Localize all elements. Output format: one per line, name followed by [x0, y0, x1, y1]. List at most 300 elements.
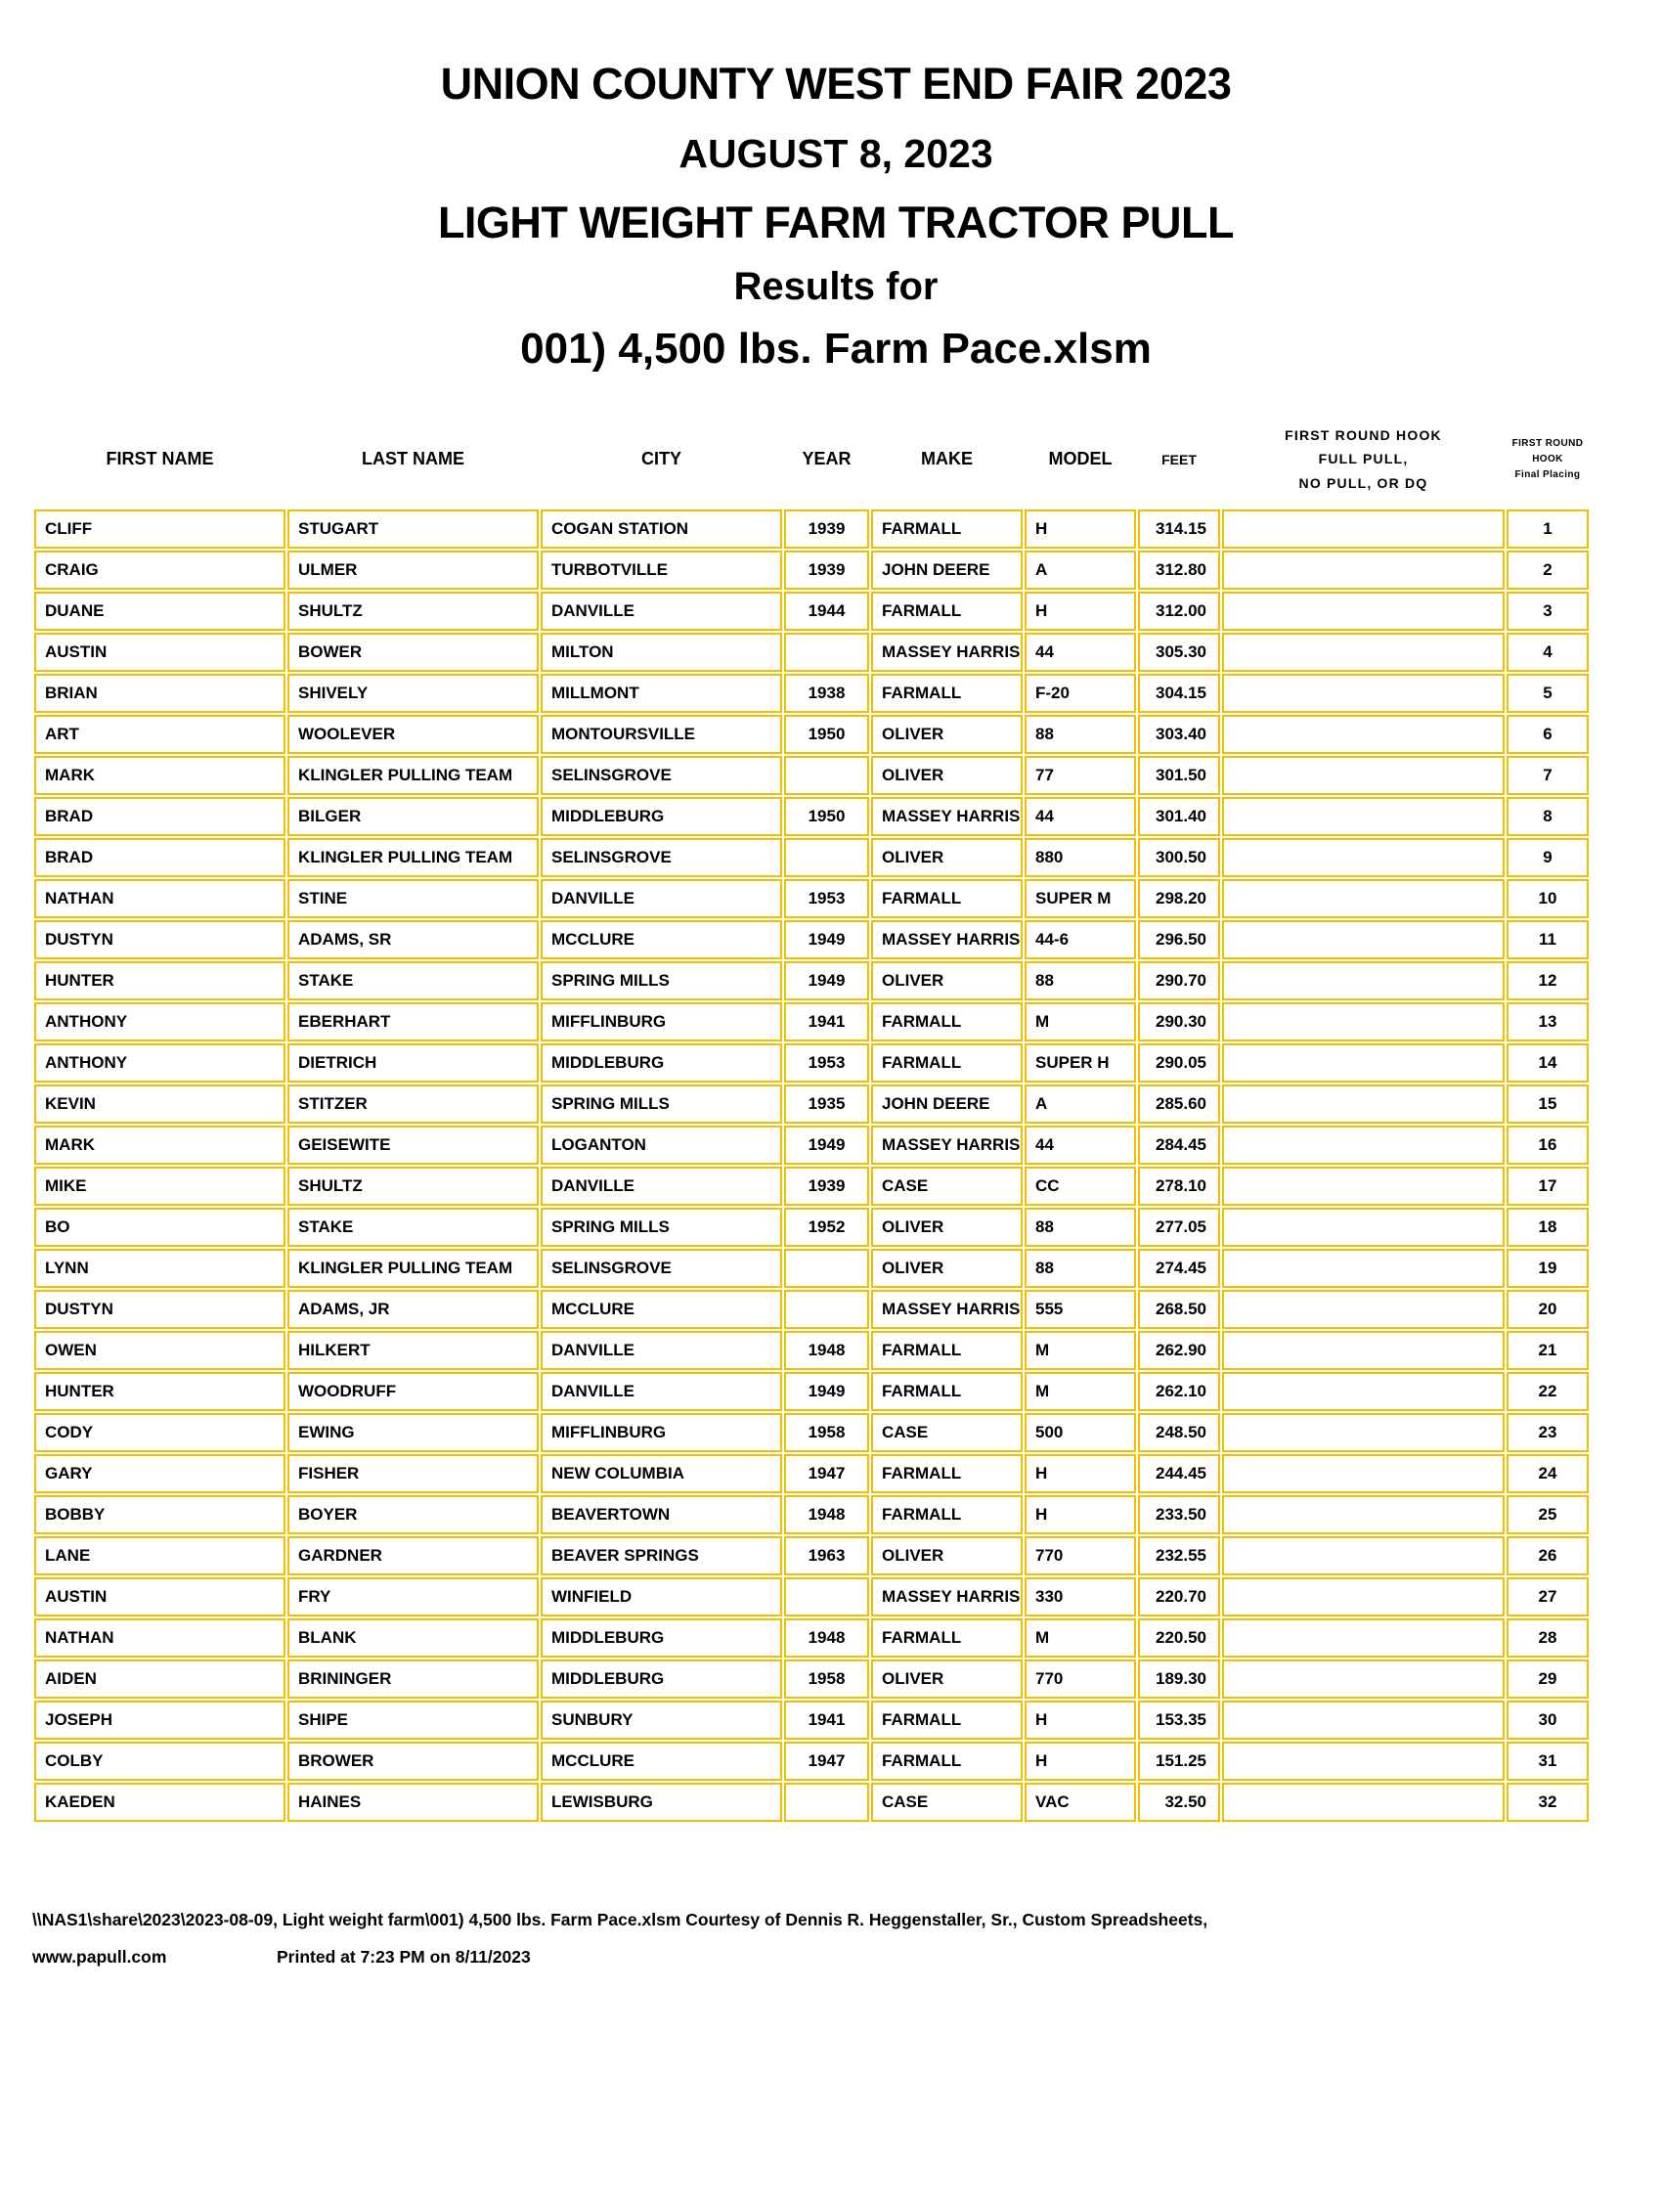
cell-placing: 16 [1507, 1126, 1589, 1165]
cell-first-name: CODY [34, 1413, 285, 1452]
table-row [34, 674, 1589, 713]
cell-year: 1948 [784, 1495, 869, 1534]
cell-model: M [1025, 1002, 1136, 1041]
cell-year [784, 1577, 869, 1616]
cell-city: SPRING MILLS [541, 1208, 782, 1247]
cell-model: M [1025, 1372, 1136, 1411]
cell-placing: 6 [1507, 715, 1589, 754]
cell-make: JOHN DEERE [871, 1084, 1023, 1124]
cell-last-name: KLINGLER PULLING TEAM [287, 1249, 539, 1288]
cell-hook [1222, 1413, 1505, 1452]
cell-feet: 296.50 [1138, 920, 1220, 959]
table-row [34, 1659, 1589, 1699]
table-row [34, 797, 1589, 836]
cell-hook [1222, 1783, 1505, 1822]
cell-feet: 298.20 [1138, 879, 1220, 918]
cell-year [784, 1290, 869, 1329]
table-row [34, 1043, 1589, 1083]
cell-hook [1222, 1454, 1505, 1493]
col-header-final-placing [1507, 418, 1589, 508]
cell-placing: 31 [1507, 1742, 1589, 1781]
cell-make: OLIVER [871, 838, 1023, 877]
cell-feet: 262.90 [1138, 1331, 1220, 1370]
cell-hook [1222, 961, 1505, 1000]
cell-hook [1222, 1126, 1505, 1165]
table-row [34, 1536, 1589, 1575]
cell-year: 1958 [784, 1413, 869, 1452]
cell-last-name: SHIVELY [287, 674, 539, 713]
cell-placing: 3 [1507, 592, 1589, 631]
cell-placing: 23 [1507, 1413, 1589, 1452]
cell-feet: 232.55 [1138, 1536, 1220, 1575]
cell-model: 44 [1025, 633, 1136, 672]
table-row [34, 1454, 1589, 1493]
cell-placing: 18 [1507, 1208, 1589, 1247]
table-row [34, 551, 1589, 590]
cell-make: FARMALL [871, 1043, 1023, 1083]
cell-last-name: BILGER [287, 797, 539, 836]
cell-make: FARMALL [871, 1701, 1023, 1740]
cell-feet: 290.05 [1138, 1043, 1220, 1083]
cell-city: MCCLURE [541, 1290, 782, 1329]
table-row [34, 509, 1589, 549]
cell-year: 1949 [784, 1372, 869, 1411]
cell-first-name: LANE [34, 1536, 285, 1575]
cell-hook [1222, 1577, 1505, 1616]
cell-make: OLIVER [871, 1536, 1023, 1575]
cell-hook [1222, 1043, 1505, 1083]
cell-year: 1963 [784, 1536, 869, 1575]
cell-city: BEAVERTOWN [541, 1495, 782, 1534]
cell-hook [1222, 879, 1505, 918]
placing-header-line: HOOK [1532, 453, 1563, 465]
cell-model: 44-6 [1025, 920, 1136, 959]
cell-year: 1950 [784, 715, 869, 754]
cell-city: MILLMONT [541, 674, 782, 713]
cell-first-name: BO [34, 1208, 285, 1247]
cell-feet: 233.50 [1138, 1495, 1220, 1534]
cell-city: MCCLURE [541, 920, 782, 959]
cell-city: LEWISBURG [541, 1783, 782, 1822]
table-row [34, 1208, 1589, 1247]
footer [32, 1910, 1662, 1968]
cell-first-name: CRAIG [34, 551, 285, 590]
cell-make: FARMALL [871, 1495, 1023, 1534]
cell-city: SELINSGROVE [541, 756, 782, 795]
cell-feet: 32.50 [1138, 1783, 1220, 1822]
cell-hook [1222, 838, 1505, 877]
cell-make: OLIVER [871, 1208, 1023, 1247]
cell-city: SELINSGROVE [541, 838, 782, 877]
cell-make: FARMALL [871, 592, 1023, 631]
cell-feet: 312.00 [1138, 592, 1220, 631]
cell-hook [1222, 1208, 1505, 1247]
cell-city: BEAVER SPRINGS [541, 1536, 782, 1575]
cell-first-name: MARK [34, 756, 285, 795]
table-row [34, 1167, 1589, 1206]
cell-first-name: CLIFF [34, 509, 285, 549]
cell-placing: 10 [1507, 879, 1589, 918]
cell-first-name: ANTHONY [34, 1002, 285, 1041]
table-row [34, 592, 1589, 631]
header-row [34, 418, 1589, 508]
cell-last-name: BRININGER [287, 1659, 539, 1699]
cell-model: 88 [1025, 715, 1136, 754]
cell-make: FARMALL [871, 1002, 1023, 1041]
cell-make: FARMALL [871, 879, 1023, 918]
cell-city: MONTOURSVILLE [541, 715, 782, 754]
cell-feet: 305.30 [1138, 633, 1220, 672]
cell-feet: 220.50 [1138, 1618, 1220, 1658]
cell-city: LOGANTON [541, 1126, 782, 1165]
cell-city: DANVILLE [541, 592, 782, 631]
cell-first-name: ART [34, 715, 285, 754]
cell-placing: 2 [1507, 551, 1589, 590]
page [0, 61, 1662, 2212]
cell-model: H [1025, 1742, 1136, 1781]
cell-city: SELINSGROVE [541, 1249, 782, 1288]
cell-feet: 153.35 [1138, 1701, 1220, 1740]
hook-header-line: FULL PULL, [1318, 451, 1409, 467]
cell-first-name: AUSTIN [34, 1577, 285, 1616]
cell-feet: 300.50 [1138, 838, 1220, 877]
table-row [34, 1495, 1589, 1534]
table-row [34, 1249, 1589, 1288]
cell-feet: 304.15 [1138, 674, 1220, 713]
table-row [34, 1002, 1589, 1041]
cell-placing: 22 [1507, 1372, 1589, 1411]
cell-year: 1935 [784, 1084, 869, 1124]
cell-first-name: GARY [34, 1454, 285, 1493]
page-title: UNION COUNTY WEST END FAIR 2023 [440, 59, 1232, 109]
placing-header-line: Final Placing [1514, 468, 1581, 480]
cell-year: 1941 [784, 1701, 869, 1740]
cell-first-name: AUSTIN [34, 633, 285, 672]
cell-city: MIDDLEBURG [541, 1043, 782, 1083]
cell-city: MIDDLEBURG [541, 797, 782, 836]
cell-year: 1949 [784, 961, 869, 1000]
cell-feet: 312.80 [1138, 551, 1220, 590]
cell-year: 1944 [784, 592, 869, 631]
cell-placing: 12 [1507, 961, 1589, 1000]
cell-year: 1941 [784, 1002, 869, 1041]
cell-feet: 301.50 [1138, 756, 1220, 795]
cell-year: 1952 [784, 1208, 869, 1247]
cell-model: F-20 [1025, 674, 1136, 713]
cell-model: 77 [1025, 756, 1136, 795]
cell-model: 88 [1025, 1208, 1136, 1247]
cell-hook [1222, 509, 1505, 549]
cell-last-name: KLINGLER PULLING TEAM [287, 838, 539, 877]
cell-placing: 4 [1507, 633, 1589, 672]
cell-last-name: BOWER [287, 633, 539, 672]
cell-model: 770 [1025, 1659, 1136, 1699]
cell-first-name: BOBBY [34, 1495, 285, 1534]
cell-make: FARMALL [871, 509, 1023, 549]
cell-last-name: HAINES [287, 1783, 539, 1822]
cell-city: SUNBURY [541, 1701, 782, 1740]
cell-model: 330 [1025, 1577, 1136, 1616]
cell-last-name: BROWER [287, 1742, 539, 1781]
table-row [34, 1742, 1589, 1781]
cell-make: MASSEY HARRIS [871, 797, 1023, 836]
cell-year [784, 1783, 869, 1822]
cell-hook [1222, 1372, 1505, 1411]
cell-feet: 301.40 [1138, 797, 1220, 836]
cell-first-name: HUNTER [34, 961, 285, 1000]
cell-hook [1222, 674, 1505, 713]
cell-feet: 274.45 [1138, 1249, 1220, 1288]
table-row [34, 1290, 1589, 1329]
cell-last-name: STINE [287, 879, 539, 918]
cell-placing: 26 [1507, 1536, 1589, 1575]
table-row [34, 756, 1589, 795]
cell-placing: 14 [1507, 1043, 1589, 1083]
cell-feet: 262.10 [1138, 1372, 1220, 1411]
cell-hook [1222, 1495, 1505, 1534]
cell-model: H [1025, 592, 1136, 631]
cell-last-name: WOOLEVER [287, 715, 539, 754]
cell-placing: 7 [1507, 756, 1589, 795]
cell-hook [1222, 756, 1505, 795]
cell-feet: 244.45 [1138, 1454, 1220, 1493]
cell-year: 1939 [784, 551, 869, 590]
cell-placing: 29 [1507, 1659, 1589, 1699]
cell-hook [1222, 1701, 1505, 1740]
footer-file-path: \\NAS1\share\2023\2023-08-09, Light weight farm\001) 4,500 lbs. Farm Pace.xlsm Courtesy of Dennis R. Heggenstaller, Sr., Custom Spreadsheets, [32, 1909, 1208, 1929]
cell-placing: 32 [1507, 1783, 1589, 1822]
cell-city: SPRING MILLS [541, 1084, 782, 1124]
cell-model: 880 [1025, 838, 1136, 877]
cell-make: FARMALL [871, 674, 1023, 713]
cell-last-name: WOODRUFF [287, 1372, 539, 1411]
table-row [34, 879, 1589, 918]
cell-make: JOHN DEERE [871, 551, 1023, 590]
placing-header-line: FIRST ROUND [1511, 437, 1584, 449]
cell-last-name: GARDNER [287, 1536, 539, 1575]
cell-last-name: EWING [287, 1413, 539, 1452]
cell-city: COGAN STATION [541, 509, 782, 549]
cell-last-name: KLINGLER PULLING TEAM [287, 756, 539, 795]
cell-model: SUPER M [1025, 879, 1136, 918]
cell-placing: 25 [1507, 1495, 1589, 1534]
table-row [34, 1084, 1589, 1124]
cell-hook [1222, 1659, 1505, 1699]
cell-last-name: DIETRICH [287, 1043, 539, 1083]
cell-last-name: BOYER [287, 1495, 539, 1534]
cell-feet: 268.50 [1138, 1290, 1220, 1329]
col-header-first-round-hook [1222, 418, 1505, 508]
cell-year: 1953 [784, 1043, 869, 1083]
col-header-first-name: FIRST NAME [106, 449, 214, 469]
cell-model: 770 [1025, 1536, 1136, 1575]
cell-first-name: NATHAN [34, 879, 285, 918]
cell-make: MASSEY HARRIS [871, 1126, 1023, 1165]
cell-placing: 28 [1507, 1618, 1589, 1658]
cell-last-name: EBERHART [287, 1002, 539, 1041]
cell-year: 1948 [784, 1331, 869, 1370]
cell-feet: 290.30 [1138, 1002, 1220, 1041]
cell-model: 500 [1025, 1413, 1136, 1452]
cell-hook [1222, 1742, 1505, 1781]
cell-feet: 303.40 [1138, 715, 1220, 754]
cell-hook [1222, 1290, 1505, 1329]
hook-header-line: NO PULL, OR DQ [1298, 474, 1428, 491]
cell-make: CASE [871, 1413, 1023, 1452]
footer-line2 [32, 1947, 1662, 1968]
cell-last-name: SHULTZ [287, 1167, 539, 1206]
cell-feet: 189.30 [1138, 1659, 1220, 1699]
cell-city: MIDDLEBURG [541, 1659, 782, 1699]
cell-placing: 17 [1507, 1167, 1589, 1206]
cell-make: FARMALL [871, 1742, 1023, 1781]
cell-last-name: GEISEWITE [287, 1126, 539, 1165]
cell-feet: 284.45 [1138, 1126, 1220, 1165]
cell-year: 1949 [784, 1126, 869, 1165]
cell-city: MILTON [541, 633, 782, 672]
cell-last-name: STUGART [287, 509, 539, 549]
cell-hook [1222, 797, 1505, 836]
title-block [0, 61, 1662, 372]
cell-last-name: ULMER [287, 551, 539, 590]
cell-make: MASSEY HARRIS [871, 920, 1023, 959]
cell-placing: 11 [1507, 920, 1589, 959]
cell-feet: 285.60 [1138, 1084, 1220, 1124]
cell-hook [1222, 633, 1505, 672]
cell-model: 88 [1025, 1249, 1136, 1288]
cell-placing: 9 [1507, 838, 1589, 877]
cell-hook [1222, 1618, 1505, 1658]
cell-hook [1222, 920, 1505, 959]
cell-model: H [1025, 509, 1136, 549]
table-row [34, 1413, 1589, 1452]
col-header-make: MAKE [921, 449, 973, 469]
cell-year [784, 633, 869, 672]
table-row [34, 1331, 1589, 1370]
cell-city: WINFIELD [541, 1577, 782, 1616]
cell-make: OLIVER [871, 1249, 1023, 1288]
cell-first-name: LYNN [34, 1249, 285, 1288]
cell-model: A [1025, 1084, 1136, 1124]
cell-last-name: ADAMS, JR [287, 1290, 539, 1329]
cell-first-name: KEVIN [34, 1084, 285, 1124]
cell-year: 1948 [784, 1618, 869, 1658]
table-row [34, 838, 1589, 877]
col-header-year: YEAR [802, 449, 852, 469]
cell-year: 1953 [784, 879, 869, 918]
cell-make: FARMALL [871, 1372, 1023, 1411]
cell-year: 1939 [784, 1167, 869, 1206]
cell-year: 1947 [784, 1742, 869, 1781]
table-row [34, 1126, 1589, 1165]
cell-first-name: JOSEPH [34, 1701, 285, 1740]
cell-year: 1949 [784, 920, 869, 959]
cell-make: MASSEY HARRIS [871, 1290, 1023, 1329]
cell-placing: 8 [1507, 797, 1589, 836]
event-class-title: LIGHT WEIGHT FARM TRACTOR PULL [437, 198, 1235, 248]
cell-first-name: DUSTYN [34, 920, 285, 959]
cell-feet: 277.05 [1138, 1208, 1220, 1247]
cell-feet: 314.15 [1138, 509, 1220, 549]
cell-placing: 27 [1507, 1577, 1589, 1616]
cell-model: VAC [1025, 1783, 1136, 1822]
cell-model: H [1025, 1454, 1136, 1493]
cell-last-name: FRY [287, 1577, 539, 1616]
cell-first-name: OWEN [34, 1331, 285, 1370]
cell-first-name: BRAD [34, 797, 285, 836]
cell-hook [1222, 1084, 1505, 1124]
cell-city: SPRING MILLS [541, 961, 782, 1000]
cell-make: FARMALL [871, 1454, 1023, 1493]
cell-last-name: STAKE [287, 961, 539, 1000]
event-date: AUGUST 8, 2023 [678, 131, 993, 177]
cell-city: TURBOTVILLE [541, 551, 782, 590]
cell-model: H [1025, 1701, 1136, 1740]
table-row [34, 1372, 1589, 1411]
cell-last-name: STAKE [287, 1208, 539, 1247]
cell-year: 1958 [784, 1659, 869, 1699]
cell-make: OLIVER [871, 1659, 1023, 1699]
cell-hook [1222, 1536, 1505, 1575]
table-row [34, 1701, 1589, 1740]
cell-make: FARMALL [871, 1618, 1023, 1658]
cell-last-name: SHIPE [287, 1701, 539, 1740]
col-header-last-name: LAST NAME [362, 449, 464, 469]
cell-first-name: BRIAN [34, 674, 285, 713]
cell-model: 555 [1025, 1290, 1136, 1329]
cell-last-name: HILKERT [287, 1331, 539, 1370]
table-row [34, 1618, 1589, 1658]
results-table [32, 416, 1591, 1824]
cell-last-name: BLANK [287, 1618, 539, 1658]
table-row [34, 1783, 1589, 1822]
cell-make: OLIVER [871, 961, 1023, 1000]
cell-model: CC [1025, 1167, 1136, 1206]
table-row [34, 633, 1589, 672]
cell-feet: 278.10 [1138, 1167, 1220, 1206]
cell-placing: 24 [1507, 1454, 1589, 1493]
cell-year: 1947 [784, 1454, 869, 1493]
cell-first-name: MIKE [34, 1167, 285, 1206]
cell-year [784, 838, 869, 877]
cell-first-name: AIDEN [34, 1659, 285, 1699]
cell-make: CASE [871, 1167, 1023, 1206]
cell-city: DANVILLE [541, 1167, 782, 1206]
cell-year: 1939 [784, 509, 869, 549]
results-file-title: 001) 4,500 lbs. Farm Pace.xlsm [520, 324, 1152, 373]
cell-make: MASSEY HARRIS [871, 633, 1023, 672]
cell-first-name: MARK [34, 1126, 285, 1165]
cell-placing: 21 [1507, 1331, 1589, 1370]
col-header-feet: FEET [1161, 451, 1197, 467]
cell-model: M [1025, 1331, 1136, 1370]
cell-placing: 1 [1507, 509, 1589, 549]
cell-first-name: DUSTYN [34, 1290, 285, 1329]
cell-model: 44 [1025, 797, 1136, 836]
footer-website: www.papull.com [32, 1946, 167, 1967]
table-row [34, 1577, 1589, 1616]
cell-model: M [1025, 1618, 1136, 1658]
footer-printed-timestamp: Printed at 7:23 PM on 8/11/2023 [277, 1946, 531, 1967]
cell-city: MIFFLINBURG [541, 1413, 782, 1452]
cell-year: 1938 [784, 674, 869, 713]
col-header-city: CITY [640, 449, 681, 469]
cell-make: FARMALL [871, 1331, 1023, 1370]
cell-city: MIDDLEBURG [541, 1618, 782, 1658]
cell-first-name: NATHAN [34, 1618, 285, 1658]
cell-feet: 248.50 [1138, 1413, 1220, 1452]
cell-placing: 20 [1507, 1290, 1589, 1329]
